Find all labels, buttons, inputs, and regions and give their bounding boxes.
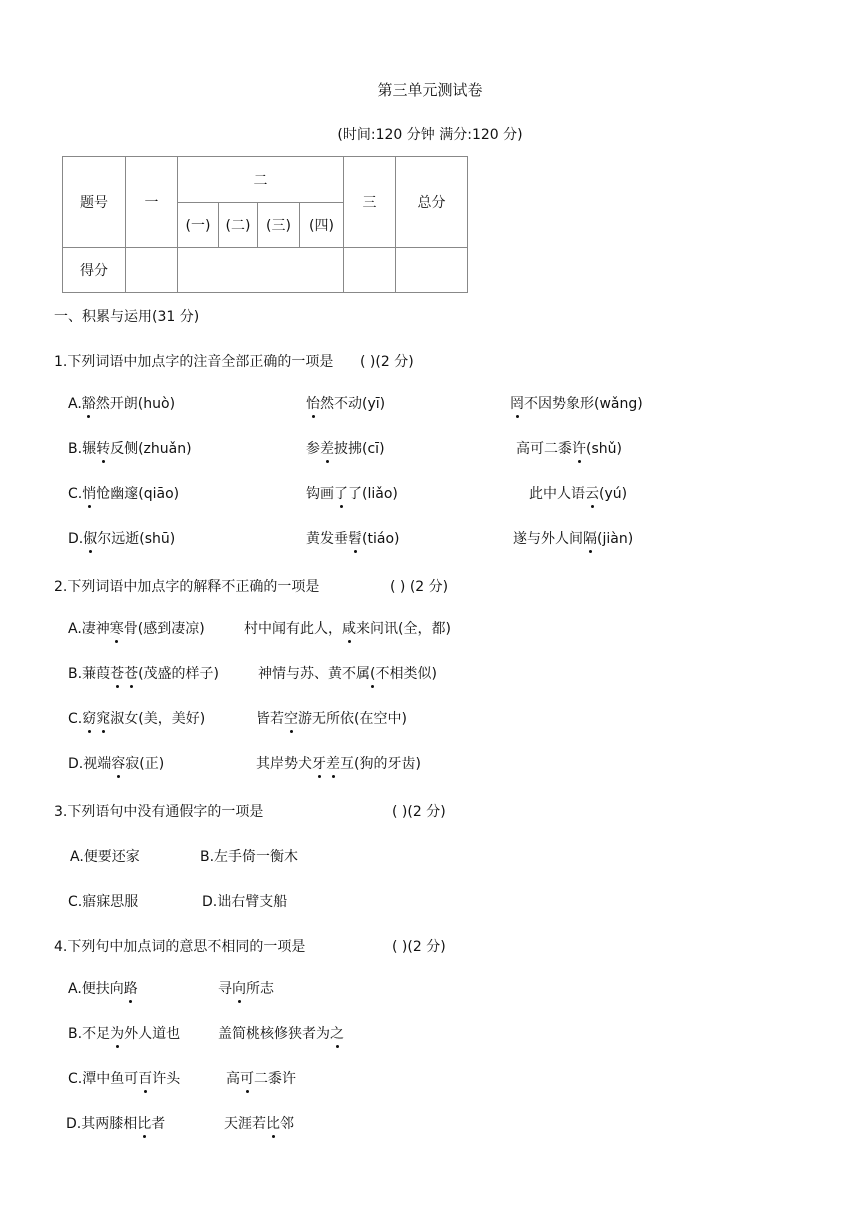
option-c-2: 高可二黍许 <box>226 1071 296 1087</box>
option-c-1: C.悄怆幽邃(qiāo) <box>68 486 180 502</box>
dotted-char: 云 <box>585 486 599 502</box>
option-b-1: B.蒹葭苍苍(茂盛的样子) <box>68 666 219 682</box>
option-b-3: 高可二黍许(shǔ) <box>516 441 622 457</box>
dotted-char: 苍 <box>124 666 139 682</box>
option-c: C.寤寐思服 <box>68 894 139 910</box>
score-label: 得分 <box>63 248 126 293</box>
question-marks: ( )(2 分) <box>360 354 414 370</box>
option-a: A.便要还家 <box>70 849 140 865</box>
dotted-char: 之 <box>330 1026 344 1042</box>
option-b-2: 神情与苏、黄不属(不相类似) <box>258 666 437 682</box>
option-d-1: D.其两膝相比者 <box>66 1116 166 1132</box>
option-b-1: B.不足为外人道也 <box>68 1026 181 1042</box>
option-a-1: A.便扶向路 <box>68 981 138 997</box>
dotted-char: 可 <box>240 1071 254 1087</box>
sub-header-3: (三) <box>258 203 300 248</box>
page-title: 第三单元测试卷 <box>377 81 483 99</box>
score-cell-2[interactable] <box>178 248 344 293</box>
dotted-char: 罔 <box>510 396 524 412</box>
dotted-char: 为 <box>110 1026 125 1042</box>
dotted-char: 隔 <box>583 531 597 547</box>
score-cell-total[interactable] <box>396 248 468 293</box>
dotted-char: ( <box>370 666 376 682</box>
option-d: D.诎右臂支船 <box>202 894 288 910</box>
dotted-char: 转 <box>96 441 111 457</box>
col-3-header: 三 <box>344 157 396 248</box>
question-stem: 2.下列词语中加点字的解释不正确的一项是 <box>54 579 320 595</box>
question-marks: ( )(2 分) <box>392 804 446 820</box>
exam-info: (时间:120 分钟 满分:120 分) <box>337 127 523 143</box>
option-b: B.左手倚一衡木 <box>200 849 299 865</box>
score-cell-1[interactable] <box>126 248 178 293</box>
dotted-char: 了 <box>334 486 348 502</box>
option-b-1: B.辗转反侧(zhuǎn) <box>68 441 192 457</box>
option-d-3: 遂与外人间隔(jiàn) <box>513 531 634 547</box>
dotted-char: 牙 <box>312 756 326 772</box>
option-d-1: D.俶尔远逝(shū) <box>68 531 176 547</box>
dotted-char: 苍 <box>110 666 125 682</box>
question-marks: ( )(2 分) <box>392 939 446 955</box>
option-c-1: C.窈窕淑女(美，美好) <box>68 711 206 727</box>
sub-header-2: (二) <box>219 203 258 248</box>
option-a-1: A.豁然开朗(huò) <box>68 396 176 412</box>
dotted-char: 向 <box>232 981 246 997</box>
col-2-header: 二 <box>178 157 344 203</box>
option-a-2: 寻向所志 <box>218 981 274 997</box>
option-d-2: 黄发垂髫(tiáo) <box>306 531 400 547</box>
option-c-2: 皆若空游无所依(在空中) <box>256 711 407 727</box>
option-d-1: D.视端容寂(正) <box>68 756 165 772</box>
question-stem: 1.下列词语中加点字的注音全部正确的一项是 <box>54 354 334 370</box>
col-1-header: 一 <box>126 157 178 248</box>
dotted-char: 寒 <box>109 621 124 637</box>
sub-header-1: (一) <box>178 203 219 248</box>
dotted-char: 比 <box>266 1116 280 1132</box>
option-d-2: 其岸势犬牙差互(狗的牙齿) <box>256 756 421 772</box>
question-marks: ( ) (2 分) <box>390 579 449 595</box>
dotted-char: 俶 <box>83 531 98 547</box>
option-a-3: 罔不因势象形(wǎng) <box>510 396 643 412</box>
dotted-char: 窈 <box>82 711 97 727</box>
total-header: 总分 <box>396 157 468 248</box>
option-a-2: 村中闻有此人，咸来问讯(全，都) <box>244 621 451 637</box>
question-stem: 4.下列句中加点词的意思不相同的一项是 <box>54 939 306 955</box>
dotted-char: 许 <box>572 441 586 457</box>
dotted-char: 空 <box>284 711 298 727</box>
option-b-2: 参差披拂(cī) <box>306 441 385 457</box>
section-heading: 一、积累与运用(31 分) <box>54 309 200 325</box>
dotted-char: 咸 <box>342 621 356 637</box>
row-header: 题号 <box>63 157 126 248</box>
option-a-1: A.凄神寒骨(感到凄凉) <box>68 621 205 637</box>
option-c-1: C.潭中鱼可百许头 <box>68 1071 181 1087</box>
sub-header-4: (四) <box>300 203 344 248</box>
score-cell-3[interactable] <box>344 248 396 293</box>
question-stem: 3.下列语句中没有通假字的一项是 <box>54 804 264 820</box>
score-table <box>62 156 468 293</box>
option-c-2: 钩画了了(liǎo) <box>306 486 398 502</box>
option-c-3: 此中人语云(yú) <box>529 486 628 502</box>
dotted-char: 差 <box>320 441 334 457</box>
dotted-char: 豁 <box>81 396 96 412</box>
dotted-char: 髫 <box>348 531 362 547</box>
dotted-char: 比 <box>137 1116 152 1132</box>
option-d-2: 天涯若比邻 <box>224 1116 294 1132</box>
dotted-char: 容 <box>111 756 126 772</box>
option-b-2: 盖简桃核修狭者为之 <box>218 1026 344 1042</box>
dotted-char: 悄 <box>82 486 97 502</box>
dotted-char: 百 <box>138 1071 153 1087</box>
option-a-2: 怡然不动(yī) <box>306 396 386 412</box>
dotted-char: 差 <box>326 756 340 772</box>
dotted-char: 路 <box>123 981 138 997</box>
dotted-char: 怡 <box>306 396 320 412</box>
dotted-char: 窕 <box>96 711 111 727</box>
